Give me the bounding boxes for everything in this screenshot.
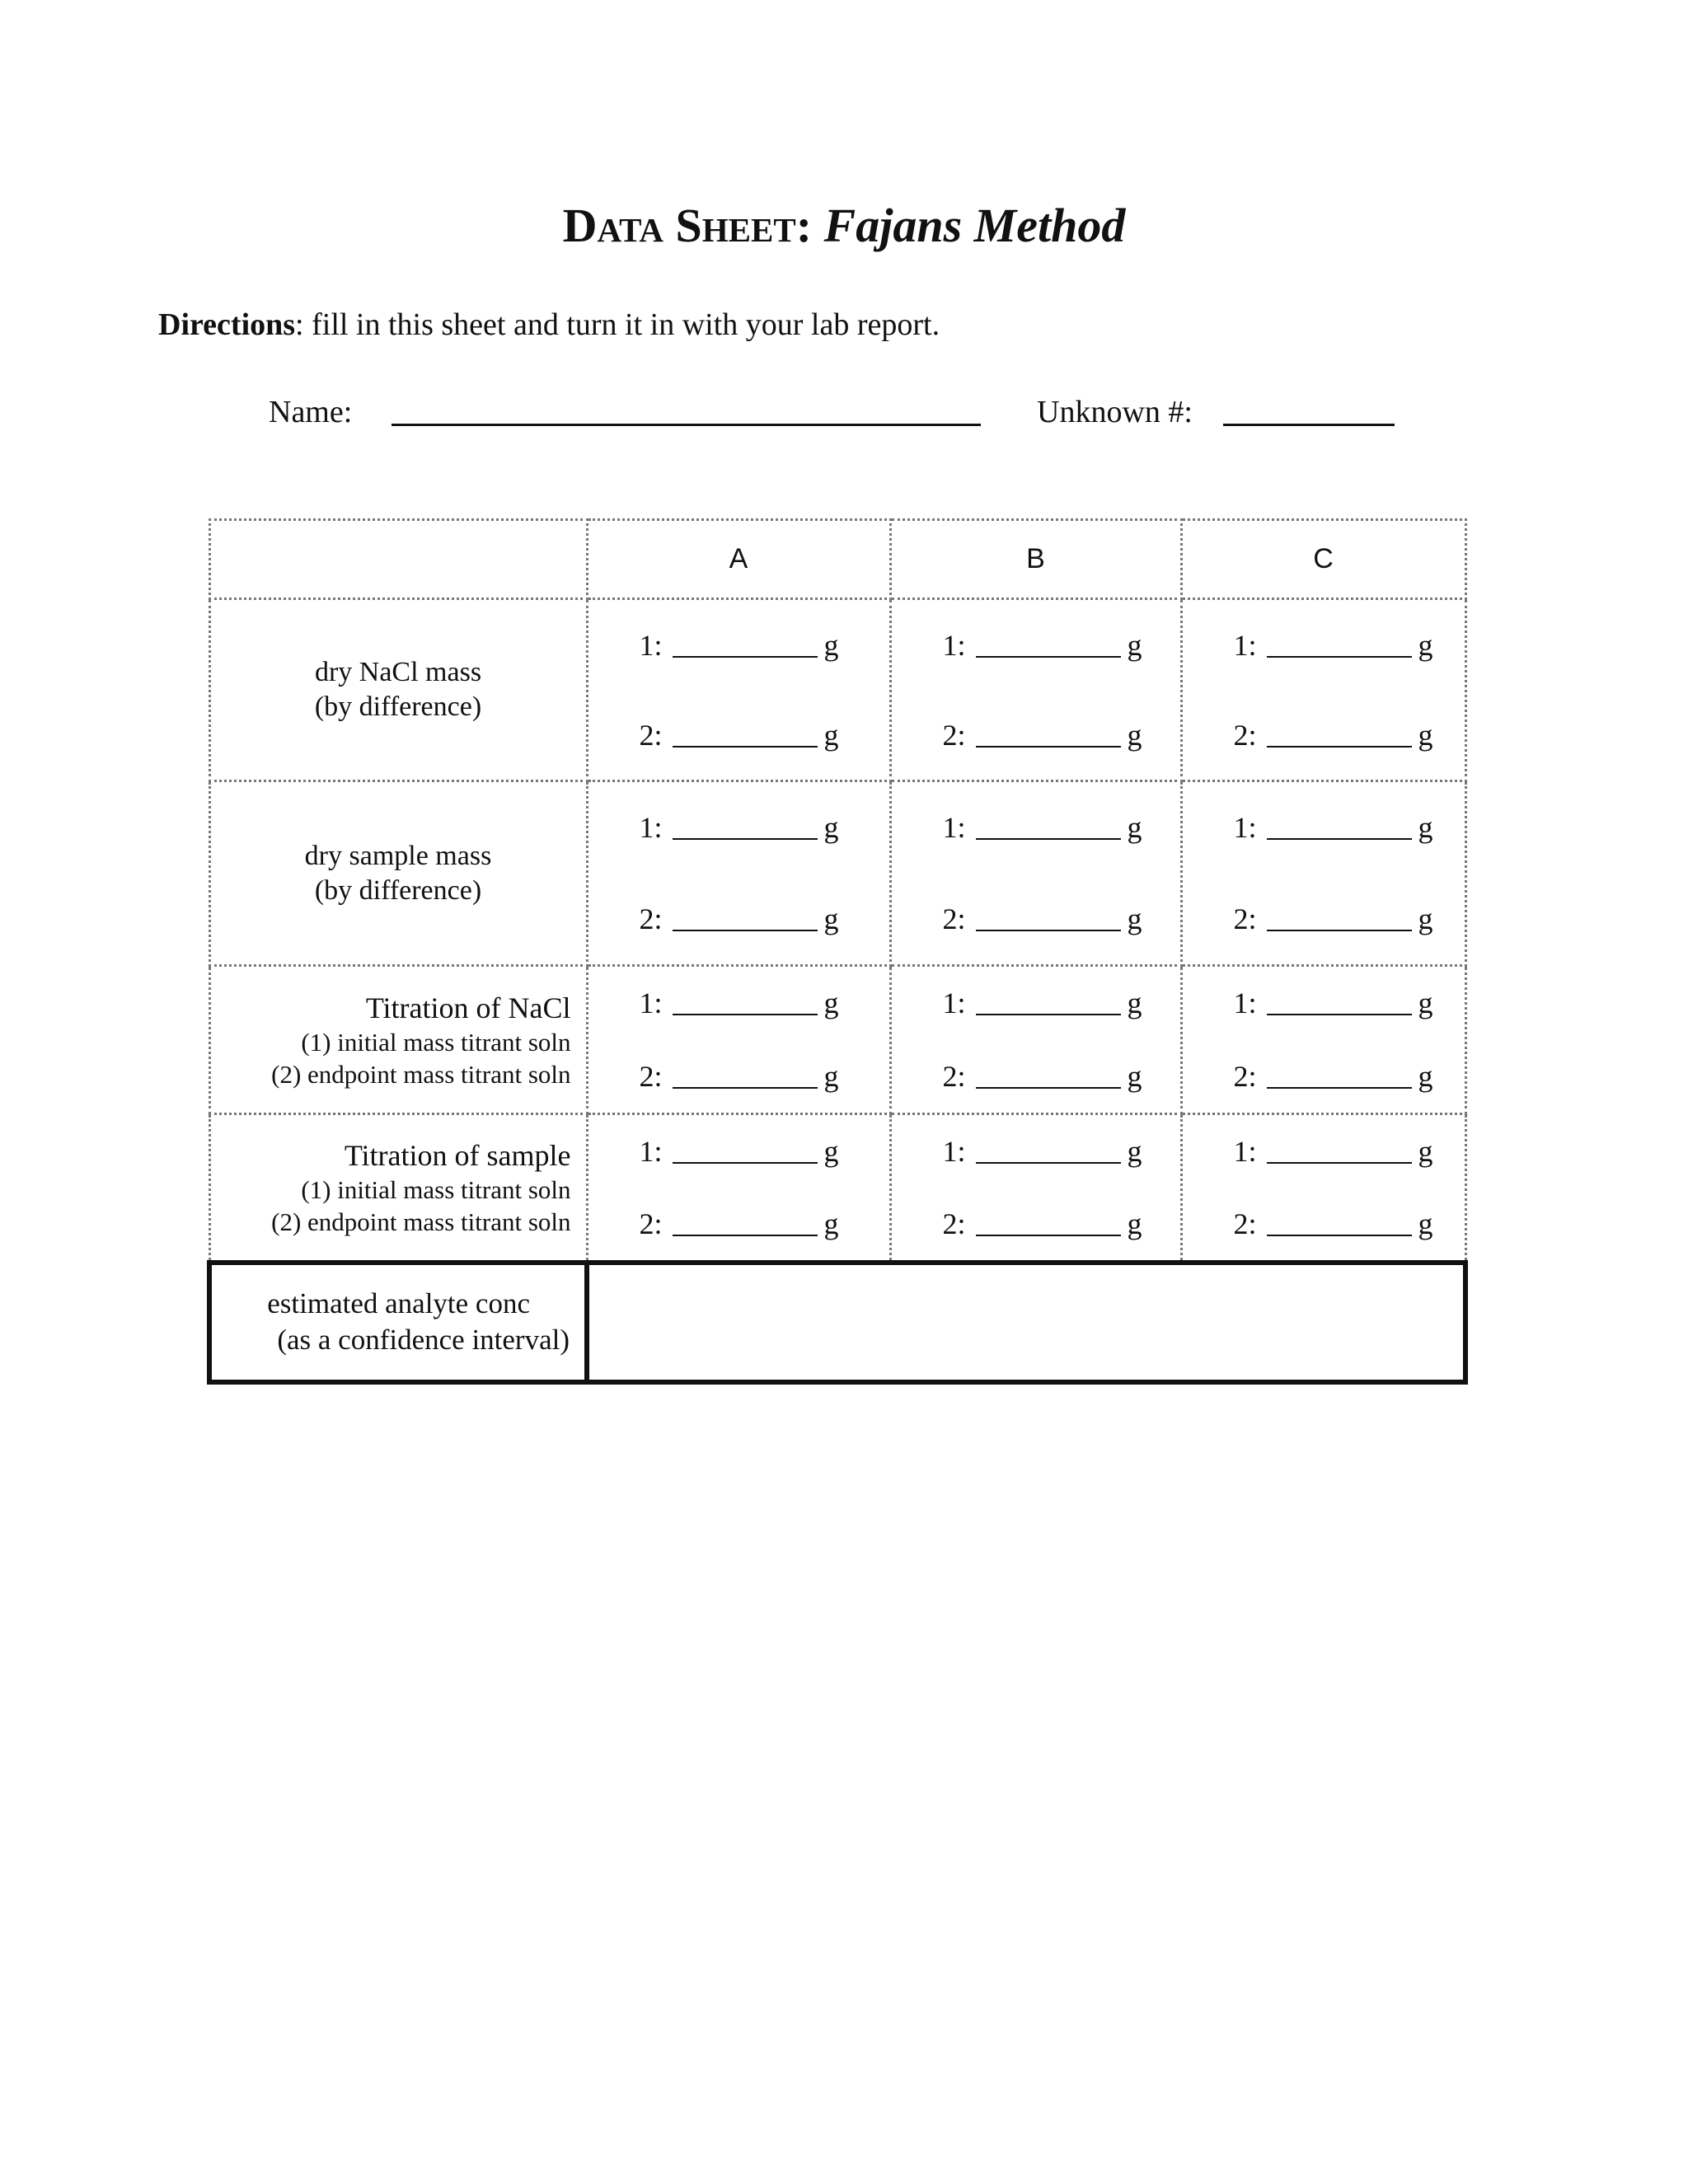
entry-blank[interactable] bbox=[673, 1014, 818, 1015]
row-label-line: dry sample mass bbox=[304, 840, 492, 871]
directions bbox=[158, 305, 940, 344]
entry-cell bbox=[587, 599, 890, 781]
header-row bbox=[209, 520, 1465, 599]
row-label-line: (by difference) bbox=[314, 691, 482, 722]
entry-blank[interactable] bbox=[673, 1162, 818, 1164]
entry-blank[interactable] bbox=[1267, 656, 1412, 658]
unknown-label: Unknown #: bbox=[1037, 395, 1193, 429]
table-row bbox=[209, 1114, 1465, 1263]
entry-cell bbox=[890, 966, 1181, 1114]
row-label bbox=[209, 1114, 587, 1263]
entry-line: 1: g bbox=[942, 987, 1142, 1020]
entry-line: 2: g bbox=[942, 1059, 1142, 1093]
table-row bbox=[209, 599, 1465, 781]
table-row bbox=[209, 966, 1465, 1114]
entry-blank[interactable] bbox=[1267, 1235, 1412, 1236]
title-method: Fajans Method bbox=[823, 199, 1126, 252]
entry-cell bbox=[1181, 599, 1465, 781]
entry-blank[interactable] bbox=[976, 1087, 1121, 1089]
entry-blank[interactable] bbox=[673, 1235, 818, 1236]
entry-line: 2: g bbox=[942, 718, 1142, 752]
entry-blank[interactable] bbox=[976, 1014, 1121, 1015]
row-label-line: estimated analyte conc bbox=[267, 1287, 530, 1319]
entry-line: 2: g bbox=[639, 718, 839, 752]
entry-line: 2: g bbox=[1233, 1059, 1433, 1093]
row-label-main: Titration of NaCl bbox=[365, 991, 571, 1024]
directions-label: Directions bbox=[158, 307, 296, 342]
column-header-c: C bbox=[1181, 520, 1465, 599]
entry-blank[interactable] bbox=[1267, 1087, 1412, 1089]
final-row bbox=[209, 1263, 1465, 1382]
entry-line: 2: g bbox=[639, 1059, 839, 1093]
row-label-main: Titration of sample bbox=[344, 1138, 571, 1172]
entry-blank[interactable] bbox=[976, 746, 1121, 748]
row-label bbox=[209, 1263, 587, 1382]
row-label-sub: (1) initial mass titrant soln bbox=[301, 1027, 571, 1057]
entry-line: 2: g bbox=[639, 902, 839, 935]
row-label-line: dry NaCl mass bbox=[314, 657, 482, 687]
entry-line: 1: g bbox=[942, 628, 1142, 662]
row-label-line: (by difference) bbox=[314, 874, 482, 906]
entry-line: 1: g bbox=[639, 987, 839, 1020]
entry-line: 2: g bbox=[942, 902, 1142, 935]
entry-cell bbox=[890, 599, 1181, 781]
entry-blank[interactable] bbox=[1267, 1014, 1412, 1015]
entry-line: 1: g bbox=[639, 811, 839, 845]
directions-text: : fill in this sheet and turn it in with your lab report. bbox=[295, 307, 940, 342]
header-corner bbox=[209, 520, 587, 599]
entry-cell bbox=[1181, 781, 1465, 966]
entry-blank[interactable] bbox=[1267, 838, 1412, 840]
entry-line: 1: g bbox=[1233, 987, 1433, 1020]
row-label-sub: (2) endpoint mass titrant soln bbox=[271, 1207, 571, 1236]
entry-cell bbox=[1181, 966, 1465, 1114]
entry-blank[interactable] bbox=[673, 930, 818, 931]
entry-line: 2: g bbox=[942, 1207, 1142, 1240]
entry-cell bbox=[890, 1114, 1181, 1263]
entry-blank[interactable] bbox=[673, 656, 818, 658]
entry-cell bbox=[587, 781, 890, 966]
row-label bbox=[209, 599, 587, 781]
entry-blank[interactable] bbox=[1267, 930, 1412, 931]
row-label bbox=[209, 966, 587, 1114]
entry-line: 1: g bbox=[942, 1134, 1142, 1168]
analyte-conc-entry[interactable] bbox=[587, 1263, 1465, 1382]
entry-blank[interactable] bbox=[673, 1087, 818, 1089]
entry-line: 2: g bbox=[1233, 1207, 1433, 1240]
entry-line: 1: g bbox=[1233, 628, 1433, 662]
entry-blank[interactable] bbox=[976, 656, 1121, 658]
entry-blank[interactable] bbox=[976, 838, 1121, 840]
entry-line: 1: g bbox=[1233, 1134, 1433, 1168]
row-label-line: (as a confidence interval) bbox=[277, 1324, 570, 1356]
entry-line: 2: g bbox=[1233, 902, 1433, 935]
entry-blank[interactable] bbox=[976, 930, 1121, 931]
entry-line: 1: g bbox=[1233, 811, 1433, 845]
row-label-sub: (2) endpoint mass titrant soln bbox=[271, 1059, 571, 1089]
entry-line: 1: g bbox=[639, 628, 839, 662]
entry-blank[interactable] bbox=[673, 838, 818, 840]
entry-cell bbox=[890, 781, 1181, 966]
entry-blank[interactable] bbox=[976, 1235, 1121, 1236]
column-header-b: B bbox=[890, 520, 1181, 599]
title-prefix: Data Sheet: bbox=[562, 199, 813, 252]
unknown-blank[interactable] bbox=[1223, 424, 1395, 426]
entry-line: 2: g bbox=[639, 1207, 839, 1240]
row-label-sub: (1) initial mass titrant soln bbox=[301, 1174, 571, 1204]
entry-cell bbox=[1181, 1114, 1465, 1263]
entry-blank[interactable] bbox=[673, 746, 818, 748]
entry-line: 1: g bbox=[942, 811, 1142, 845]
entry-blank[interactable] bbox=[1267, 746, 1412, 748]
column-header-a: A bbox=[587, 520, 890, 599]
name-blank[interactable] bbox=[392, 424, 981, 426]
entry-cell bbox=[587, 966, 890, 1114]
entry-line: 2: g bbox=[1233, 718, 1433, 752]
table-row bbox=[209, 781, 1465, 966]
entry-blank[interactable] bbox=[976, 1162, 1121, 1164]
row-label bbox=[209, 781, 587, 966]
data-table bbox=[207, 518, 1468, 1385]
entry-blank[interactable] bbox=[1267, 1162, 1412, 1164]
page-title bbox=[0, 196, 1688, 255]
entry-line: 1: g bbox=[639, 1134, 839, 1168]
name-label: Name: bbox=[269, 395, 353, 429]
entry-cell bbox=[587, 1114, 890, 1263]
